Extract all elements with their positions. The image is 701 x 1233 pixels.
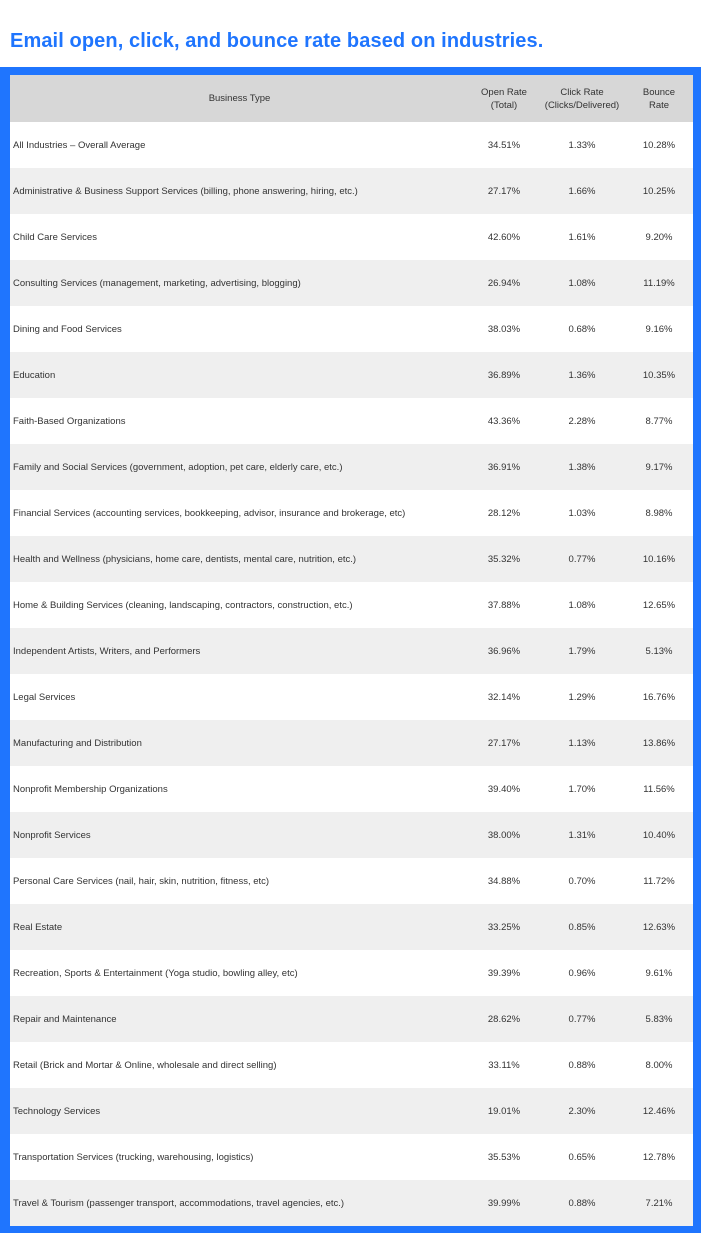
open-rate-cell: 36.89%: [487, 369, 521, 381]
bounce-rate-cell: 5.13%: [645, 645, 673, 657]
table-row: [10, 766, 693, 812]
business-type-cell: Travel & Tourism (passenger transport, accommodations, travel agencies, etc.): [13, 1197, 345, 1209]
bounce-rate-cell: 8.98%: [645, 507, 673, 519]
business-type-cell: Faith-Based Organizations: [13, 415, 126, 427]
table-row: [10, 1042, 693, 1088]
business-type-cell: Repair and Maintenance: [13, 1013, 117, 1025]
business-type-cell: Nonprofit Membership Organizations: [13, 783, 168, 795]
bounce-rate-cell: 7.21%: [645, 1197, 673, 1209]
open-rate-cell: 38.03%: [487, 323, 521, 335]
open-rate-cell: 39.40%: [487, 783, 521, 795]
click-rate-cell: 2.28%: [568, 415, 596, 427]
click-rate-cell: 1.61%: [568, 231, 596, 243]
open-rate-cell: 33.11%: [488, 1059, 520, 1071]
open-rate-cell: 26.94%: [487, 277, 521, 289]
click-rate-cell: 1.31%: [568, 829, 596, 841]
header-business-type-label: Business Type: [208, 93, 271, 104]
business-type-cell: All Industries – Overall Average: [13, 139, 146, 151]
open-rate-cell: 34.88%: [487, 875, 521, 887]
click-rate-cell: 1.13%: [568, 737, 596, 749]
click-rate-cell: 0.88%: [568, 1059, 596, 1071]
bounce-rate-cell: 10.40%: [642, 829, 676, 841]
open-rate-cell: 36.91%: [487, 461, 521, 473]
click-rate-cell: 0.70%: [568, 875, 596, 887]
open-rate-cell: 27.17%: [487, 737, 521, 749]
table-row: [10, 122, 693, 168]
bounce-rate-cell: 11.56%: [643, 783, 675, 795]
click-rate-cell: 1.08%: [568, 599, 596, 611]
bounce-rate-cell: 12.46%: [642, 1105, 676, 1117]
open-rate-cell: 19.01%: [487, 1105, 521, 1117]
business-type-cell: Recreation, Sports & Entertainment (Yoga studio, bowling alley, etc): [13, 967, 298, 979]
bounce-rate-cell: 13.86%: [642, 737, 676, 749]
click-rate-cell: 1.38%: [568, 461, 596, 473]
header-click-rate: [539, 75, 625, 122]
bounce-rate-cell: 12.78%: [642, 1151, 676, 1163]
bounce-rate-cell: 12.65%: [642, 599, 676, 611]
click-rate-cell: 1.08%: [568, 277, 596, 289]
table-row: [10, 306, 693, 352]
business-type-cell: Administrative & Business Support Services (billing, phone answering, hiring, etc.): [13, 185, 358, 197]
open-rate-cell: 39.99%: [487, 1197, 521, 1209]
click-rate-cell: 0.96%: [568, 967, 596, 979]
click-rate-cell: 1.70%: [568, 783, 596, 795]
click-rate-cell: 0.77%: [568, 553, 596, 565]
open-rate-cell: 33.25%: [487, 921, 521, 933]
open-rate-cell: 42.60%: [487, 231, 521, 243]
table-row: [10, 996, 693, 1042]
click-rate-cell: 1.29%: [568, 691, 596, 703]
table-row: [10, 490, 693, 536]
header-click-rate-line1: Click Rate: [560, 86, 604, 98]
table-row: [10, 858, 693, 904]
table-row: [10, 582, 693, 628]
table-row: [10, 674, 693, 720]
open-rate-cell: 39.39%: [487, 967, 521, 979]
bounce-rate-cell: 8.77%: [645, 415, 673, 427]
bounce-rate-cell: 8.00%: [645, 1059, 673, 1071]
page-title: Email open, click, and bounce rate based on industries.: [10, 30, 544, 52]
header-bounce-rate-line1: Bounce: [642, 86, 676, 98]
table-row: [10, 812, 693, 858]
table-header-row: [10, 75, 693, 122]
bounce-rate-cell: 9.61%: [645, 967, 673, 979]
table-row: [10, 214, 693, 260]
table-row: [10, 536, 693, 582]
bounce-rate-cell: 16.76%: [642, 691, 676, 703]
bounce-rate-cell: 10.28%: [642, 139, 676, 151]
table-row: [10, 1180, 693, 1226]
table-row: [10, 1088, 693, 1134]
business-type-cell: Nonprofit Services: [13, 829, 91, 841]
bounce-rate-cell: 10.16%: [642, 553, 676, 565]
table-row: [10, 444, 693, 490]
business-type-cell: Retail (Brick and Mortar & Online, wholesale and direct selling): [13, 1059, 277, 1071]
business-type-cell: Consulting Services (management, marketing, advertising, blogging): [13, 277, 301, 289]
table-row: [10, 260, 693, 306]
open-rate-cell: 28.12%: [487, 507, 521, 519]
click-rate-cell: 0.85%: [568, 921, 596, 933]
header-open-rate-line2: (Total): [490, 99, 518, 111]
business-type-cell: Technology Services: [13, 1105, 101, 1117]
open-rate-cell: 38.00%: [487, 829, 521, 841]
business-type-cell: Education: [13, 369, 56, 381]
click-rate-cell: 1.36%: [568, 369, 596, 381]
click-rate-cell: 0.65%: [568, 1151, 596, 1163]
business-type-cell: Manufacturing and Distribution: [13, 737, 142, 749]
click-rate-cell: 0.88%: [568, 1197, 596, 1209]
industry-rates-table: [10, 75, 693, 1226]
header-open-rate: [469, 75, 539, 122]
click-rate-cell: 1.79%: [568, 645, 596, 657]
business-type-cell: Family and Social Services (government, adoption, pet care, elderly care, etc.): [13, 461, 343, 473]
open-rate-cell: 27.17%: [487, 185, 521, 197]
header-bounce-rate: [625, 75, 693, 122]
table-row: [10, 904, 693, 950]
business-type-cell: Dining and Food Services: [13, 323, 122, 335]
open-rate-cell: 34.51%: [487, 139, 521, 151]
open-rate-cell: 35.32%: [487, 553, 521, 565]
header-open-rate-line1: Open Rate: [481, 86, 527, 98]
table-row: [10, 628, 693, 674]
business-type-cell: Transportation Services (trucking, warehousing, logistics): [13, 1151, 254, 1163]
bounce-rate-cell: 11.72%: [643, 875, 675, 887]
open-rate-cell: 32.14%: [487, 691, 521, 703]
business-type-cell: Home & Building Services (cleaning, landscaping, contractors, construction, etc.): [13, 599, 353, 611]
table-frame: [0, 67, 701, 1233]
table-row: [10, 1134, 693, 1180]
bounce-rate-cell: 5.83%: [645, 1013, 673, 1025]
table-row: [10, 398, 693, 444]
bounce-rate-cell: 9.20%: [645, 231, 673, 243]
bounce-rate-cell: 9.16%: [645, 323, 673, 335]
bounce-rate-cell: 11.19%: [643, 277, 675, 289]
open-rate-cell: 28.62%: [487, 1013, 521, 1025]
open-rate-cell: 36.96%: [487, 645, 521, 657]
table-row: [10, 168, 693, 214]
bounce-rate-cell: 10.25%: [642, 185, 676, 197]
click-rate-cell: 1.03%: [568, 507, 596, 519]
open-rate-cell: 35.53%: [487, 1151, 521, 1163]
click-rate-cell: 1.33%: [568, 139, 596, 151]
business-type-cell: Health and Wellness (physicians, home care, dentists, mental care, nutrition, etc.): [13, 553, 357, 565]
bounce-rate-cell: 9.17%: [645, 461, 673, 473]
header-bounce-rate-line2: Rate: [648, 99, 670, 111]
business-type-cell: Personal Care Services (nail, hair, skin, nutrition, fitness, etc): [13, 875, 270, 887]
bounce-rate-cell: 10.35%: [642, 369, 676, 381]
business-type-cell: Financial Services (accounting services, bookkeeping, advisor, insurance and brokerage, etc): [13, 507, 406, 519]
click-rate-cell: 2.30%: [568, 1105, 596, 1117]
bounce-rate-cell: 12.63%: [642, 921, 676, 933]
click-rate-cell: 0.68%: [568, 323, 596, 335]
business-type-cell: Independent Artists, Writers, and Performers: [13, 645, 201, 657]
click-rate-cell: 1.66%: [568, 185, 596, 197]
table-row: [10, 352, 693, 398]
business-type-cell: Child Care Services: [13, 231, 97, 243]
click-rate-cell: 0.77%: [568, 1013, 596, 1025]
business-type-cell: Real Estate: [13, 921, 63, 933]
header-click-rate-line2: (Clicks/Delivered): [544, 99, 620, 111]
header-business-type: [10, 75, 469, 122]
open-rate-cell: 37.88%: [487, 599, 521, 611]
table-row: [10, 720, 693, 766]
table-row: [10, 950, 693, 996]
business-type-cell: Legal Services: [13, 691, 76, 703]
open-rate-cell: 43.36%: [487, 415, 521, 427]
